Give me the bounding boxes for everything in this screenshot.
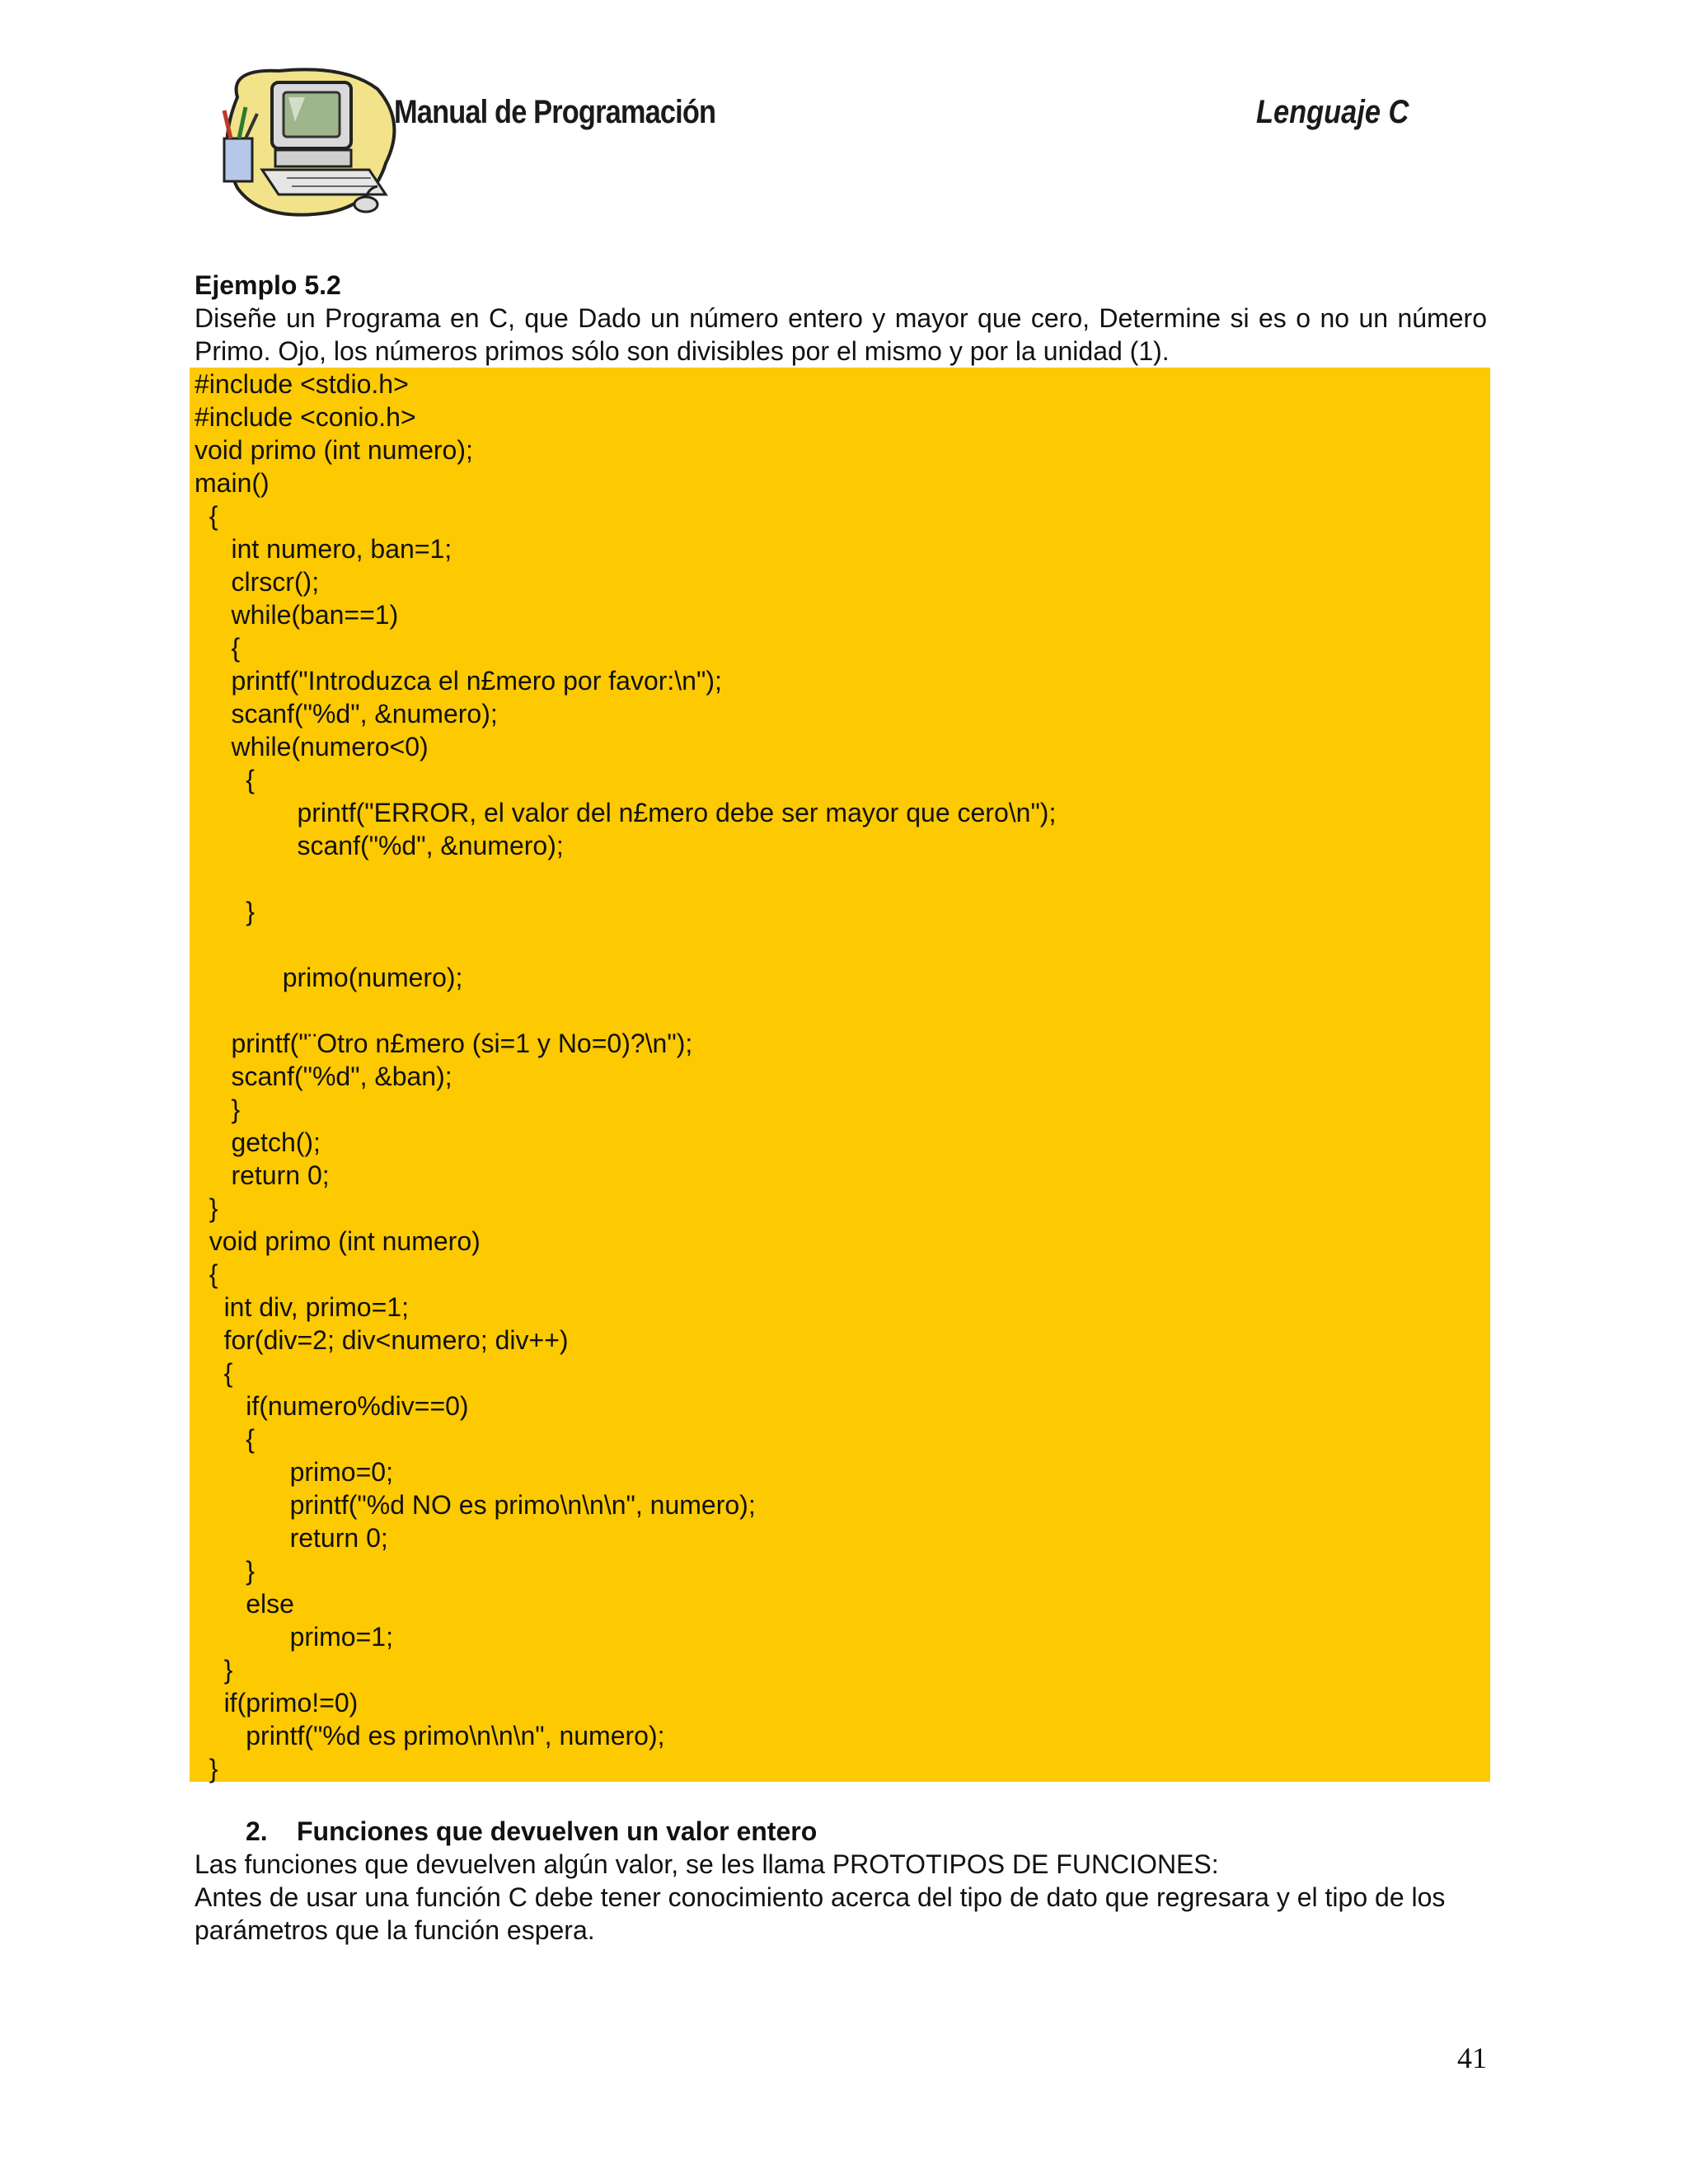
code-line: void primo (int numero) — [195, 1226, 481, 1256]
code-line: printf("%d es primo\n\n\n", numero); — [195, 1721, 665, 1750]
example-title: Ejemplo 5.2 — [195, 270, 341, 300]
code-line: } — [195, 897, 255, 926]
code-line: #include <stdio.h> — [195, 369, 409, 399]
code-line: } — [195, 1655, 233, 1685]
code-line: { — [195, 1424, 255, 1454]
code-line: scanf("%d", &ban); — [195, 1062, 452, 1091]
code-line: for(div=2; div<numero; div++) — [195, 1325, 569, 1355]
code-line: { — [195, 1358, 233, 1388]
code-line: printf("%d NO es primo\n\n\n", numero); — [195, 1490, 756, 1520]
code-line: while(numero<0) — [195, 732, 429, 762]
code-line: if(primo!=0) — [195, 1688, 359, 1718]
paragraph: Antes de usar una función C debe tener conocimiento acerca del tipo de dato que regresara y el tipo de los — [195, 1882, 1446, 1912]
section-heading — [195, 1815, 1487, 1848]
code-line: void primo (int numero); — [195, 435, 473, 465]
code-line: { — [195, 1259, 218, 1289]
code-line: } — [195, 1754, 218, 1783]
computer-clipart-icon — [213, 64, 404, 221]
section-heading-text: Funciones que devuelven un valor entero — [297, 1816, 818, 1846]
code-line: } — [195, 1094, 241, 1124]
header-language-title: Lenguaje C — [1256, 94, 1409, 130]
section-number: 2. — [246, 1816, 268, 1846]
code-line: } — [195, 1193, 218, 1223]
code-line: clrscr(); — [195, 567, 320, 597]
code-line — [195, 862, 1490, 895]
code-line — [195, 928, 1490, 961]
code-line: } — [195, 1556, 255, 1586]
code-line: scanf("%d", &numero); — [195, 699, 498, 729]
code-line: scanf("%d", &numero); — [195, 831, 564, 860]
code-line: { — [195, 633, 241, 663]
code-line: while(ban==1) — [195, 600, 399, 630]
paragraph: Las funciones que devuelven algún valor, se les llama PROTOTIPOS DE FUNCIONES: — [195, 1849, 1219, 1879]
code-line: printf("ERROR, el valor del n£mero debe ser mayor que cero\n"); — [195, 798, 1057, 827]
code-line: printf("¨Otro n£mero (si=1 y No=0)?\n"); — [195, 1029, 693, 1058]
paragraph: parámetros que la función espera. — [195, 1915, 595, 1945]
code-line: primo=1; — [195, 1622, 393, 1652]
code-line: main() — [195, 468, 270, 498]
header-manual-title: Manual de Programación — [394, 94, 716, 130]
code-line: int numero, ban=1; — [195, 534, 452, 564]
code-line: return 0; — [195, 1523, 388, 1553]
page-number: 41 — [1457, 2041, 1487, 2074]
example-description: Diseñe un Programa en C, que Dado un número entero y mayor que cero, Determine si es o no un número Primo. Ojo, los números primos sólo son divisibles por el mismo y por la unidad (1). — [195, 303, 1487, 366]
code-line: getch(); — [195, 1127, 321, 1157]
section-returning-functions — [195, 1815, 1487, 1947]
code-line — [195, 994, 1490, 1027]
code-block — [190, 368, 1490, 1782]
code-line: return 0; — [195, 1160, 330, 1190]
code-line: if(numero%div==0) — [195, 1391, 469, 1421]
code-line: { — [195, 765, 255, 794]
code-line: else — [195, 1589, 294, 1619]
code-line: int div, primo=1; — [195, 1292, 409, 1322]
code-line: #include <conio.h> — [195, 402, 416, 432]
code-line: primo(numero); — [195, 963, 463, 992]
example-intro — [195, 269, 1487, 368]
code-line: primo=0; — [195, 1457, 393, 1487]
code-line: { — [195, 501, 218, 531]
code-line: printf("Introduzca el n£mero por favor:\n"); — [195, 666, 722, 696]
